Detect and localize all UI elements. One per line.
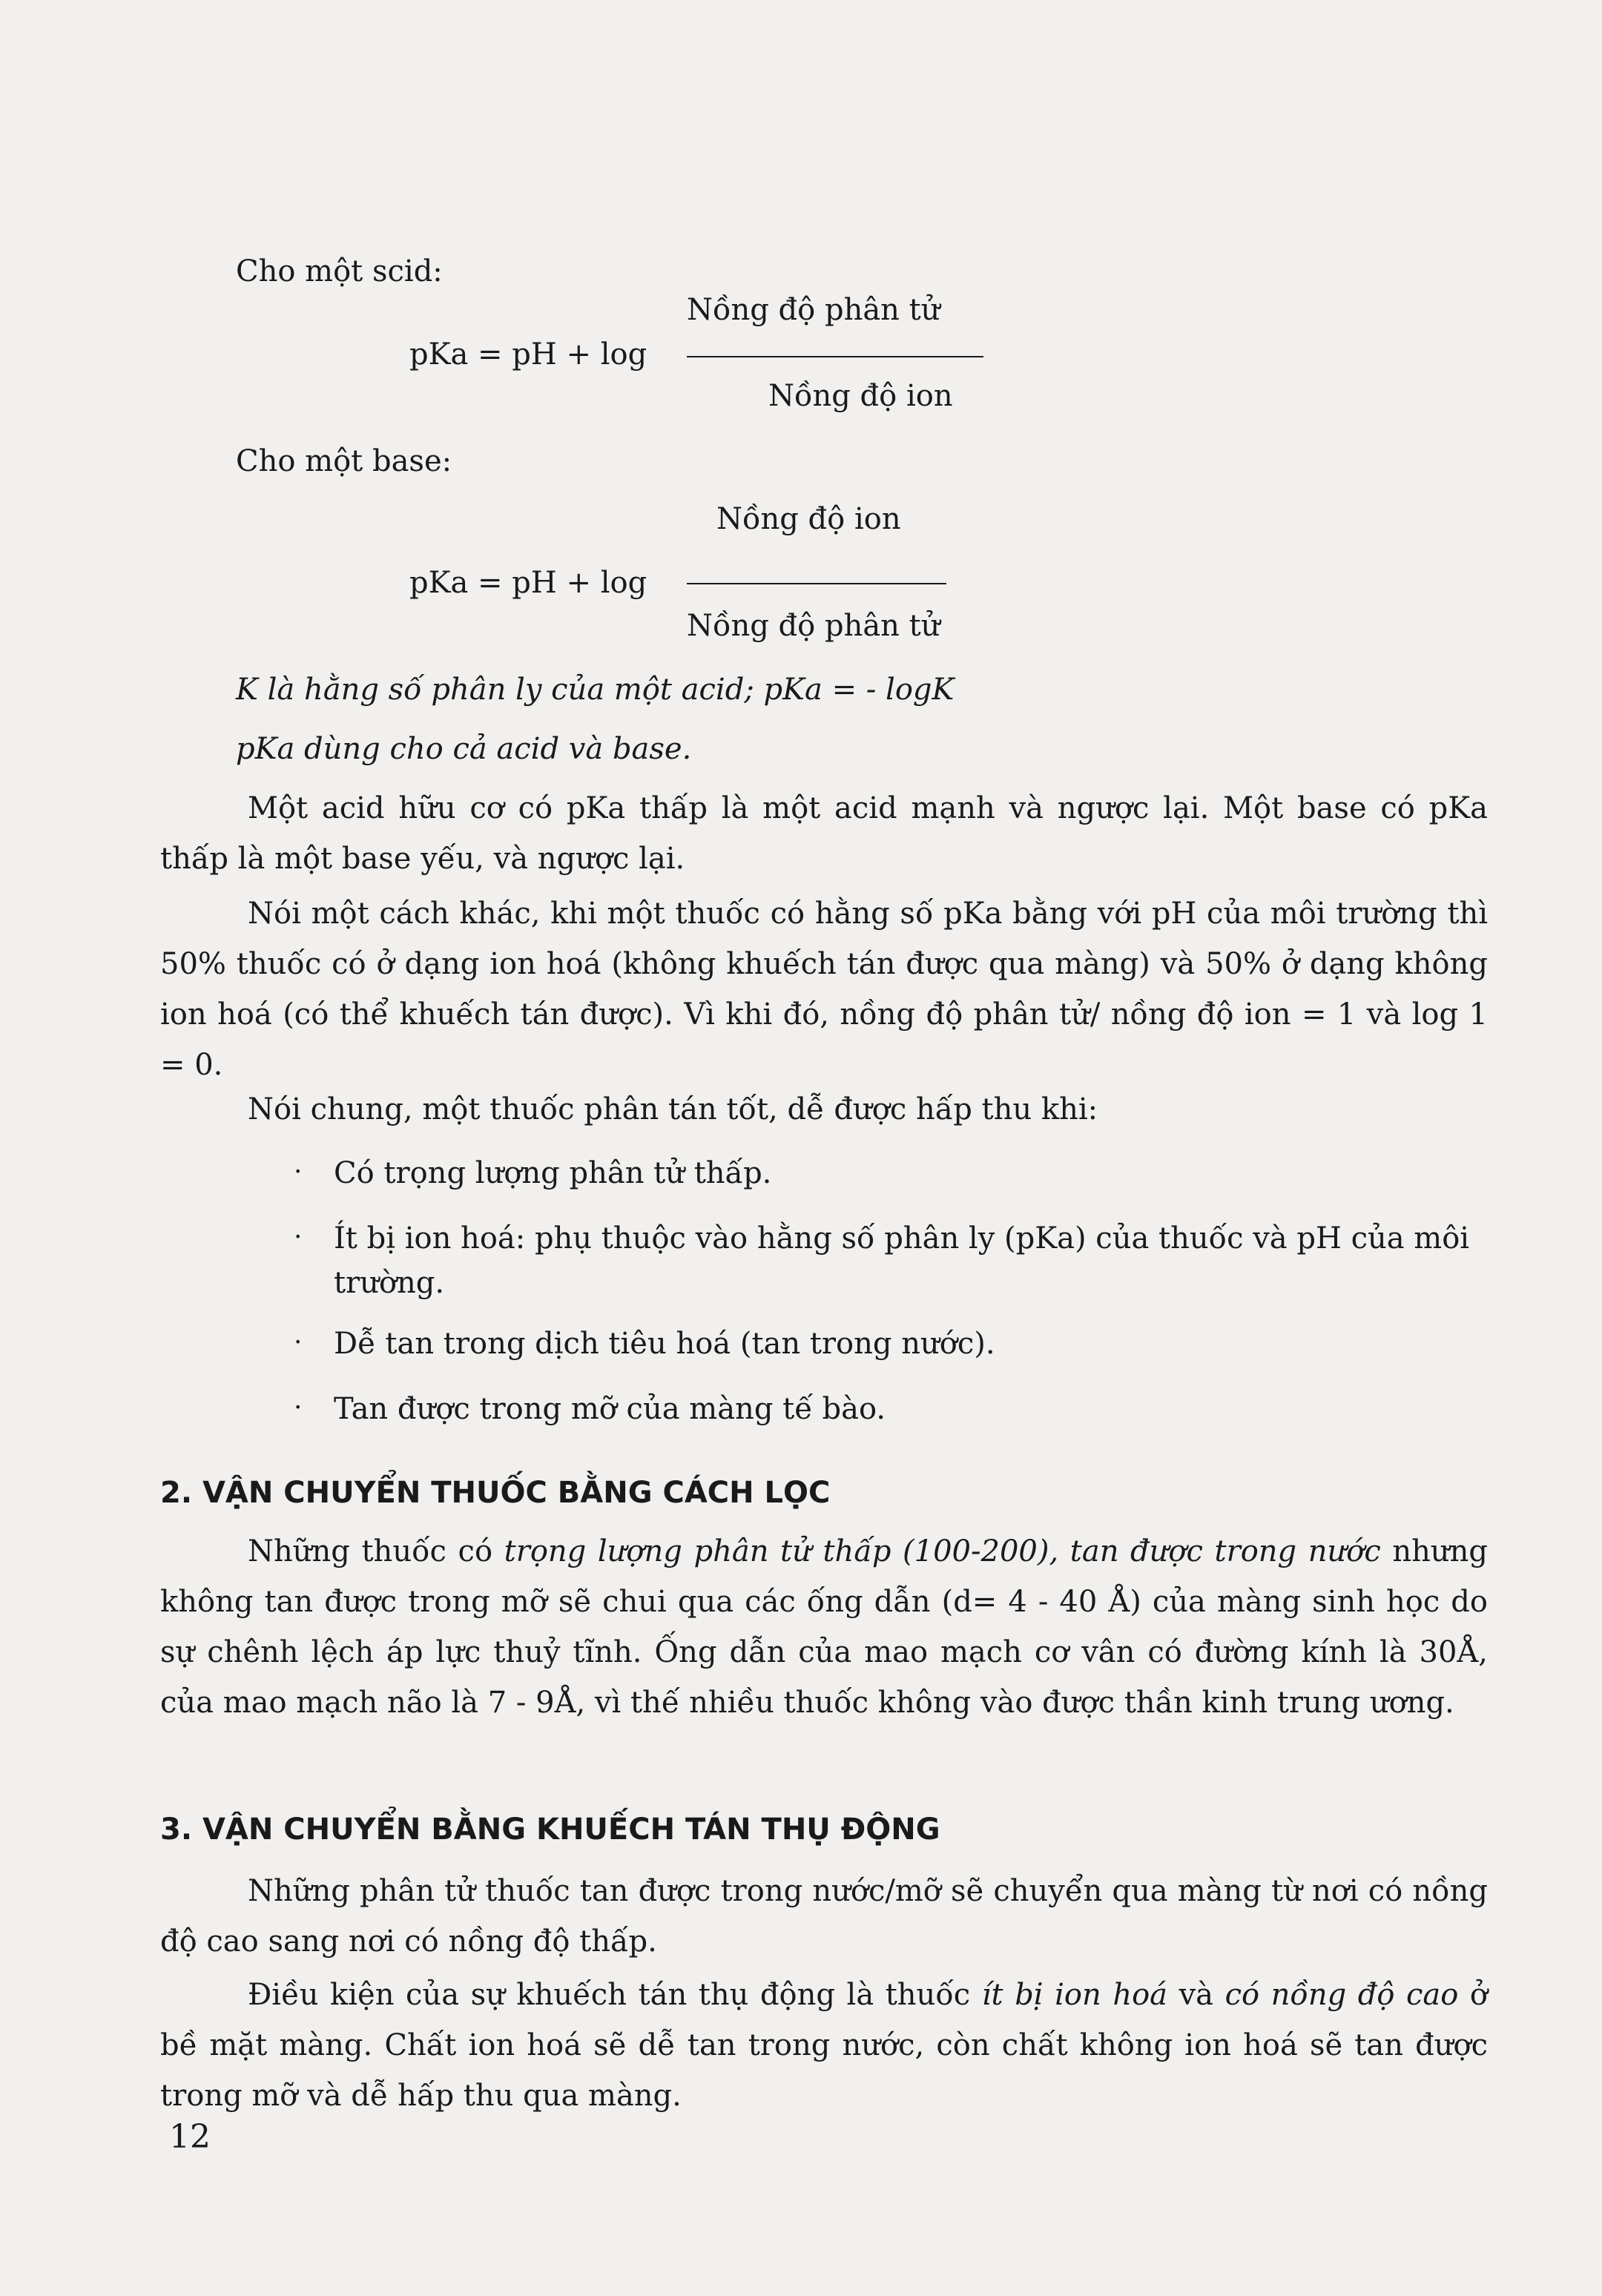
bullet-marker: · xyxy=(294,1327,303,1358)
base-intro: Cho một base: xyxy=(236,444,452,478)
conditions-text-italic-1: ít bị ion hoá xyxy=(981,1978,1168,2012)
paragraph-good-absorption: Nói chung, một thuốc phân tán tốt, dễ được hấp thu khi: xyxy=(248,1092,1098,1126)
acid-fraction-bar xyxy=(687,356,983,357)
filtration-text-rest: nhưng không tan được trong mỡ sẽ chui qua các ống dẫn (d= 4 - 40 Å) của màng sinh học do sự chênh lệch áp lực thuỷ tĩnh. Ống dẫn của mao mạch cơ vân có đường kính là 30Å, của mao mạch não là 7 - 9Å, vì thế nhiều thuốc không vào được thần kinh trung ương. xyxy=(160,1534,1488,1720)
conditions-text-italic-2: có nồng độ cao xyxy=(1224,1978,1459,2012)
conditions-text-rest: ở bề mặt màng. Chất ion hoá sẽ dễ tan trong nước, còn chất không ion hoá sẽ tan được trong mỡ và dễ hấp thu qua màng. xyxy=(160,1978,1489,2113)
bullet-marker: · xyxy=(294,1393,303,1423)
acid-lhs: pKa = pH + log xyxy=(409,337,647,372)
acid-intro: Cho một scid: xyxy=(236,254,443,288)
section-heading: 2. VẬN CHUYỂN THUỐC BẰNG CÁCH LỌC xyxy=(160,1476,831,1510)
paragraph-passive-diffusion: Những phân tử thuốc tan được trong nước/mỡ sẽ chuyển qua màng từ nơi có nồng độ cao sang nơi có nồng độ thấp. xyxy=(160,1874,1488,1959)
definition-pka: pKa dùng cho cả acid và base. xyxy=(236,732,692,766)
conditions-text-mid: và xyxy=(1167,1978,1225,2012)
bullet-item: Dễ tan trong dịch tiêu hoá (tan trong nước). xyxy=(334,1327,995,1361)
base-fraction-bar xyxy=(687,583,946,584)
bullet-item: Ít bị ion hoá: phụ thuộc vào hằng số phân ly (pKa) của thuốc và pH của môi trường. xyxy=(334,1221,1470,1300)
bullet-marker: · xyxy=(294,1157,303,1187)
paragraph-pka-strength: Một acid hữu cơ có pKa thấp là một acid mạnh và ngược lại. Một base có pKa thấp là một base yếu, và ngược lại. xyxy=(160,791,1488,876)
paragraph-filtration xyxy=(160,1526,1488,1728)
definition-k: K là hằng số phân ly của một acid; pKa = - logK xyxy=(236,673,955,707)
base-lhs: pKa = pH + log xyxy=(409,566,647,600)
section-heading: 3. VẬN CHUYỂN BẰNG KHUẾCH TÁN THỤ ĐỘNG xyxy=(160,1812,940,1847)
acid-denominator: Nồng độ ion xyxy=(768,379,953,413)
acid-numerator: Nồng độ phân tử xyxy=(687,293,940,327)
bullet-marker: · xyxy=(294,1222,303,1253)
bullet-item: Có trọng lượng phân tử thấp. xyxy=(334,1156,772,1190)
base-denominator: Nồng độ phân tử xyxy=(687,609,940,643)
paragraph-pka-equal-ph: Nói một cách khác, khi một thuốc có hằng số pKa bằng với pH của môi trường thì 50% thuốc có ở dạng ion hoá (không khuếch tán được qua màng) và 50% ở dạng không ion hoá (có thể khuếch tán được). Vì khi đó, nồng độ phân tử/ nồng độ ion = 1 và log 1 = 0. xyxy=(160,897,1488,1082)
base-numerator: Nồng độ ion xyxy=(716,502,901,536)
page-number: 12 xyxy=(169,2118,211,2156)
filtration-text-italic: trọng lượng phân tử thấp (100-200), tan được trong nước xyxy=(504,1534,1381,1568)
filtration-text-start: Những thuốc có xyxy=(248,1534,504,1568)
conditions-text-start: Điều kiện của sự khuếch tán thụ động là thuốc xyxy=(248,1978,982,2012)
paragraph-diffusion-conditions xyxy=(160,1970,1488,2121)
bullet-item: Tan được trong mỡ của màng tế bào. xyxy=(334,1392,886,1426)
